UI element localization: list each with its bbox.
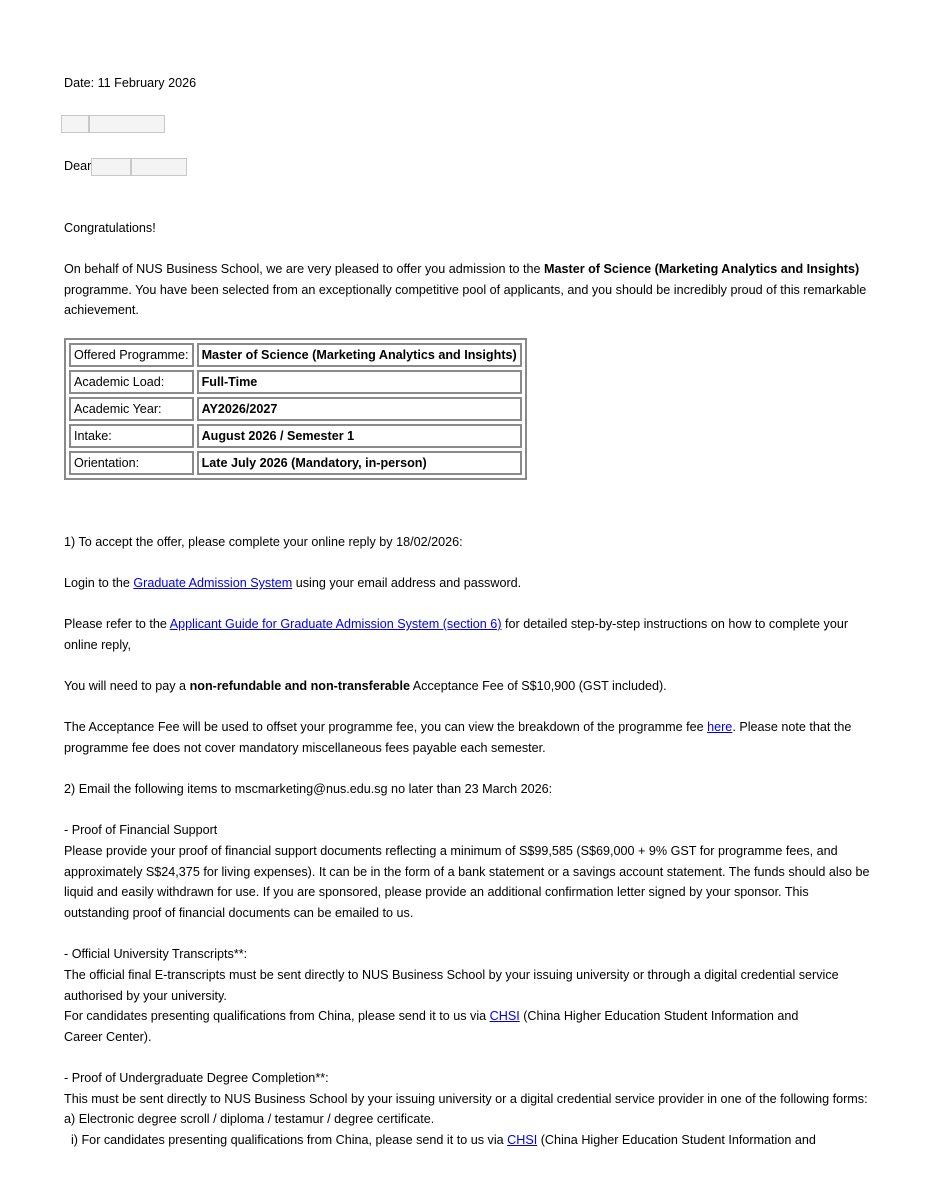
degree-body: This must be sent directly to NUS Business School by your issuing university or a digital credential service provider in one of the following forms: — [64, 1092, 868, 1106]
redacted-name-block — [61, 115, 165, 133]
programme-name: Master of Science (Marketing Analytics and Insights) — [544, 262, 860, 276]
congratulations: Congratulations! — [64, 221, 156, 235]
fee-breakdown-link[interactable]: here — [707, 720, 733, 734]
table-row: Orientation: Late July 2026 (Mandatory, in-person) — [69, 451, 522, 475]
offer-table — [64, 338, 527, 480]
transcripts-china-line-2: Career Center). — [64, 1030, 152, 1044]
fee-line: You will need to pay a non-refundable and non-transferable Acceptance Fee of S$10,900 (GST included). — [64, 679, 667, 693]
transcripts-body: The official final E-transcripts must be sent directly to NUS Business School by your issuing university or through a digital credential service authorised by your university. — [64, 968, 839, 1003]
table-row: Intake: August 2026 / Semester 1 — [69, 424, 522, 448]
chsi-link[interactable]: CHSI — [507, 1133, 538, 1147]
table-row: Academic Year: AY2026/2027 — [69, 397, 522, 421]
financial-body: Please provide your proof of financial support documents reflecting a minimum of S$99,585 (S$69,000 + 9% GST for programme fees, and approximately S$24,375 for living expenses). It can be in the form of a bank statement or a savings account statement. The funds should also be liquid and easily withdrawn for use. If you are sponsored, please provide an additional confirmation letter signed by your sponsor. This outstanding proof of financial documents can be emailed to us. — [64, 844, 870, 920]
date-line: Date: 11 February 2026 — [64, 76, 197, 90]
chsi-link[interactable]: CHSI — [489, 1009, 520, 1023]
transcripts-heading: - Official University Transcripts**: — [64, 947, 248, 961]
step1-heading: 1) To accept the offer, please complete your online reply by 18/02/2026: — [64, 535, 463, 549]
redacted-salutation-1 — [91, 158, 131, 176]
degree-item-i: i) For candidates presenting qualifications from China, please send it to us via CHSI (China Higher Education Student Information and — [71, 1133, 816, 1147]
step2-heading: 2) Email the following items to mscmarketing@nus.edu.sg no later than 23 March 2026: — [64, 782, 553, 796]
graduate-admission-system-link[interactable]: Graduate Admission System — [133, 576, 293, 590]
offset-paragraph: The Acceptance Fee will be used to offset your programme fee, you can view the breakdown of the programme fee here. Please note that the programme fee does not cover mandatory miscellaneous fees payable each semester. — [64, 720, 852, 755]
intro-paragraph: On behalf of NUS Business School, we are very pleased to offer you admission to the Master of Science (Marketing Analytics and Insights) programme. You have been selected from an exceptionally competitive pool of applicants, and you should be incredibly proud of this remarkable achievement. — [64, 262, 867, 318]
applicant-guide-link[interactable]: Applicant Guide for Graduate Admission System (section 6) — [169, 617, 502, 631]
redacted-salutation-2 — [131, 158, 187, 176]
degree-heading: - Proof of Undergraduate Degree Completion**: — [64, 1071, 329, 1085]
salutation: Dear — [64, 156, 187, 177]
financial-heading: - Proof of Financial Support — [64, 823, 218, 837]
refer-paragraph: Please refer to the Applicant Guide for Graduate Admission System (section 6) for detailed step-by-step instructions on how to complete your online reply, — [64, 617, 849, 652]
login-line: Login to the Graduate Admission System using your email address and password. — [64, 576, 522, 590]
transcripts-china-line: For candidates presenting qualifications from China, please send it to us via CHSI (China Higher Education Student Information and — [64, 1009, 799, 1023]
degree-item-a: a) Electronic degree scroll / diploma / testamur / degree certificate. — [64, 1112, 435, 1126]
table-row: Offered Programme: Master of Science (Marketing Analytics and Insights) — [69, 343, 522, 367]
table-row: Academic Load: Full-Time — [69, 370, 522, 394]
